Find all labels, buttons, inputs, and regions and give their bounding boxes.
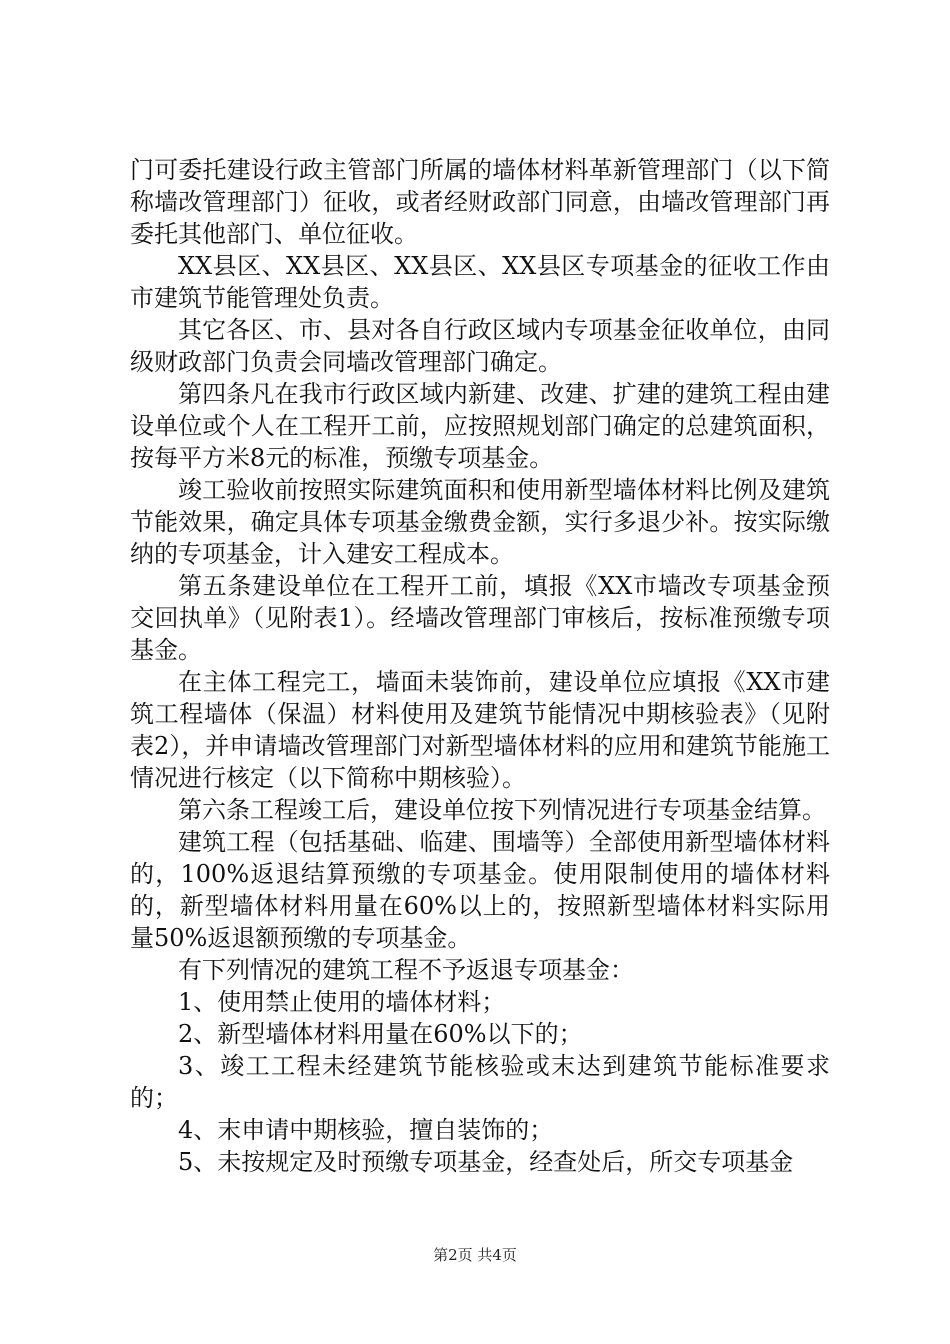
paragraph-completion-settlement: 竣工验收前按照实际建筑面积和使用新型墙体材料比例及建筑节能效果，确定具体专项基金缴费金额，实行多退少补。按实际缴纳的专项基金，计入建安工程成本。 <box>130 476 830 568</box>
paragraph-county-collection: XX县区、XX县区、XX县区、XX县区专项基金的征收工作由市建筑节能管理处负责。 <box>130 252 830 312</box>
list-item: 3、竣工工程未经建筑节能核验或末达到建筑节能标准要求的； <box>130 1052 830 1112</box>
paragraph-article-6: 第六条工程竣工后，建设单位按下列情况进行专项基金结算。 <box>178 796 826 824</box>
list-item: 5、未按规定及时预缴专项基金，经查处后，所交专项基金 <box>178 1148 794 1176</box>
list-item: 2、新型墙体材料用量在60%以下的； <box>178 1020 583 1048</box>
paragraph-continuation: 门可委托建设行政主管部门所属的墙体材料革新管理部门（以下简称墙改管理部门）征收，或者经财政部门同意，由墙改管理部门再委托其他部门、单位征收。 <box>130 156 830 248</box>
document-body <box>130 154 830 1178</box>
paragraph-no-refund-intro: 有下列情况的建筑工程不予返退专项基金： <box>178 956 634 984</box>
paragraph-article-5: 第五条建设单位在工程开工前，填报《XX市墙改专项基金预交回执单》（见附表1）。经墙改管理部门审核后，按标准预缴专项基金。 <box>130 572 830 664</box>
paragraph-other-districts: 其它各区、市、县对各自行政区域内专项基金征收单位，由同级财政部门负责会同墙改管理部门确定。 <box>130 316 830 376</box>
paragraph-refund-rules: 建筑工程（包括基础、临建、围墙等）全部使用新型墙体材料的，100%返退结算预缴的专项基金。使用限制使用的墙体材料的，新型墙体材料用量在60%以上的，按照新型墙体材料实际用量50%返退额预缴的专项基金。 <box>130 828 830 952</box>
paragraph-article-4: 第四条凡在我市行政区域内新建、改建、扩建的建筑工程由建设单位或个人在工程开工前，应按照规划部门确定的总建筑面积，按每平方米8元的标准，预缴专项基金。 <box>130 380 830 472</box>
list-item: 4、末申请中期核验，擅自装饰的； <box>178 1116 554 1144</box>
paragraph-midterm-inspection: 在主体工程完工，墙面未装饰前，建设单位应填报《XX市建筑工程墙体（保温）材料使用及建筑节能情况中期核验表》（见附表2），并申请墙改管理部门对新型墙体材料的应用和建筑节能施工情况进行核定（以下简称中期核验）。 <box>130 668 830 792</box>
page-number-footer: 第2页 共4页 <box>433 1246 517 1264</box>
list-item: 1、使用禁止使用的墙体材料； <box>178 988 506 1016</box>
